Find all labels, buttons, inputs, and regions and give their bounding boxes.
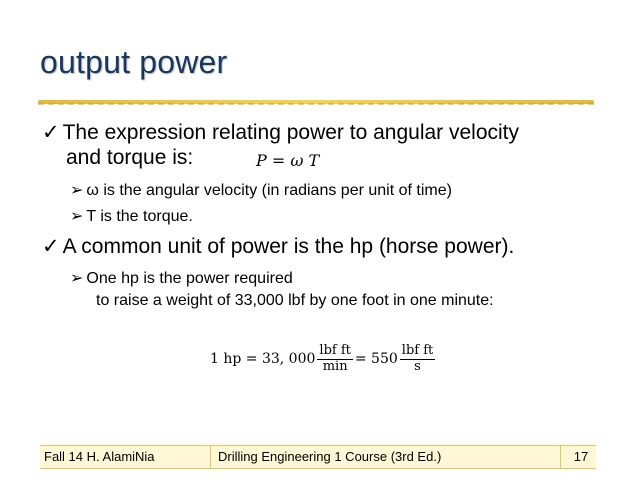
sub-bullet-hp-def: ➢ One hp is the power required xyxy=(70,270,293,287)
slide-footer xyxy=(40,445,596,469)
horsepower-equation xyxy=(210,339,437,379)
footer-divider xyxy=(210,446,211,468)
sub-bullet-hp-def-cont: to raise a weight of 33,000 lbf by one foot in one minute: xyxy=(96,292,494,309)
checkmark-icon: ✓ xyxy=(42,121,60,144)
footer-divider xyxy=(560,446,561,468)
power-formula: P = ω T xyxy=(256,151,320,170)
bullet-2-line-1: ✓ A common unit of power is the hp (horse power). xyxy=(42,235,515,258)
arrow-bullet-icon: ➢ xyxy=(70,182,84,199)
arrow-bullet-icon: ➢ xyxy=(70,270,84,287)
sub-bullet-omega: ➢ ω is the angular velocity (in radians per unit of time) xyxy=(70,182,452,199)
eq-fraction-1: $\frac{\text{lbf ft}}{\min}$ xyxy=(319,343,351,374)
page-number: 17 xyxy=(573,449,589,464)
sub-bullet-torque: ➢ T is the torque. xyxy=(70,208,193,225)
bullet-1-line-1: ✓ The expression relating power to angular velocity xyxy=(42,121,520,144)
eq-mid: = 550 xyxy=(354,351,398,367)
arrow-bullet-icon: ➢ xyxy=(70,208,84,225)
checkmark-icon: ✓ xyxy=(42,235,60,258)
title-underline-dots xyxy=(38,103,594,105)
slide-title: output power xyxy=(40,44,228,80)
eq-fraction-2: $\frac{\text{lbf ft}}{s}$ xyxy=(401,343,434,374)
footer-author: Fall 14 H. AlamiNia xyxy=(44,449,155,464)
footer-course: Drilling Engineering 1 Course (3rd Ed.) xyxy=(218,449,442,464)
bullet-1-line-2: and torque is: xyxy=(66,146,194,169)
eq-lhs: 1 hp = 33, 000 xyxy=(210,351,316,367)
